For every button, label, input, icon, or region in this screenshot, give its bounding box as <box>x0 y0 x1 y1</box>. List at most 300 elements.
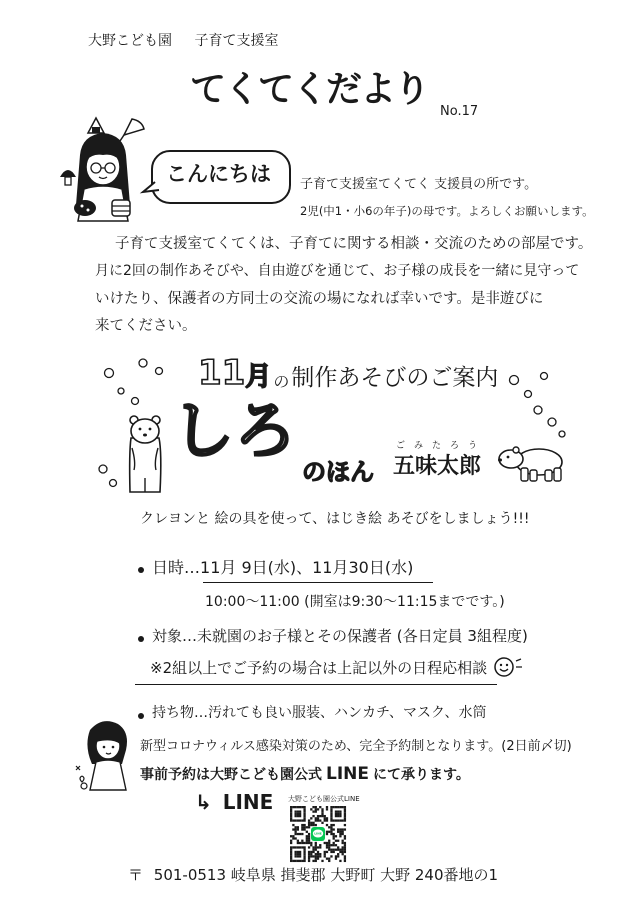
qr-module <box>290 817 292 819</box>
address <box>128 866 498 884</box>
qr-module <box>303 808 305 810</box>
qr-module <box>292 806 294 808</box>
target-row <box>152 627 528 645</box>
target-value: 未就園のお子様とその保護者 (各日定員 3組程度) <box>197 627 528 645</box>
event-month-unit: 月 <box>245 362 272 392</box>
qr-module <box>321 860 323 862</box>
qr-module <box>328 840 330 842</box>
qr-module <box>342 831 344 833</box>
qr-module <box>330 851 332 853</box>
qr-module <box>303 860 305 862</box>
bowl-dot <box>81 205 84 208</box>
bubble-dot <box>110 480 117 487</box>
datetime-row <box>152 558 413 577</box>
polar-bear-leg <box>530 470 537 481</box>
bubble-dot <box>156 368 163 375</box>
datetime-label: 日時… <box>152 558 201 577</box>
bubble-dot <box>525 391 532 398</box>
qr-module <box>290 858 292 860</box>
qr-module <box>317 819 319 821</box>
line-link <box>195 790 273 814</box>
qr-module <box>297 860 299 862</box>
qr-module <box>344 808 346 810</box>
qr-module <box>339 831 341 833</box>
qr-module <box>317 855 319 857</box>
qr-module <box>328 831 330 833</box>
bubble-dot <box>132 398 139 405</box>
qr-module <box>339 815 341 817</box>
qr-module <box>299 842 301 844</box>
onigiri-nori <box>92 127 100 133</box>
qr-module <box>330 849 332 851</box>
qr-module <box>337 853 339 855</box>
arrow-icon: ↳ <box>195 790 212 814</box>
qr-module <box>326 806 328 808</box>
qr-module <box>294 860 296 862</box>
qr-module <box>330 844 332 846</box>
qr-module <box>344 824 346 826</box>
qr-module <box>299 810 301 812</box>
bear-head <box>131 419 159 443</box>
qr-module <box>319 853 321 855</box>
qr-module <box>297 833 299 835</box>
qr-module <box>312 860 314 862</box>
qr-module <box>310 855 312 857</box>
qr-module <box>303 851 305 853</box>
qr-module <box>317 808 319 810</box>
qr-module <box>324 815 326 817</box>
event-month-number: 11 <box>198 353 246 393</box>
fan-shape <box>124 119 144 135</box>
bubble-dots-right <box>500 368 570 440</box>
qr-module <box>333 835 335 837</box>
qr-module <box>344 855 346 857</box>
qr-module <box>308 837 310 839</box>
qr-module <box>315 817 317 819</box>
qr-module <box>308 855 310 857</box>
qr-module <box>344 849 346 851</box>
qr-module <box>324 819 326 821</box>
qr-module <box>312 855 314 857</box>
bubble-dot <box>541 373 548 380</box>
datetime-underline <box>203 582 433 583</box>
qr-module <box>290 806 292 808</box>
qr-module <box>303 815 305 817</box>
greeting-line: 2児(中1・小6の年子)の母です。よろしくお願いします。 <box>300 204 594 218</box>
qr-module <box>301 824 303 826</box>
qr-module <box>330 815 332 817</box>
qr-module <box>315 824 317 826</box>
qr-module <box>337 806 339 808</box>
qr-module <box>324 851 326 853</box>
bowl-icon <box>74 200 96 216</box>
qr-module <box>321 822 323 824</box>
qr-module <box>308 840 310 842</box>
qr-module <box>315 844 317 846</box>
qr-module <box>339 813 341 815</box>
qr-module <box>312 849 314 851</box>
qr-module <box>339 851 341 853</box>
mushroom-icon <box>60 170 76 185</box>
qr-module <box>303 855 305 857</box>
qr-module <box>299 819 301 821</box>
qr-module <box>290 810 292 812</box>
qr-module <box>301 846 303 848</box>
qr-module <box>294 819 296 821</box>
qr-module <box>330 817 332 819</box>
qr-module <box>308 835 310 837</box>
polar-bear-leg <box>554 468 561 481</box>
smiley-eye <box>506 664 508 666</box>
qr-module <box>335 813 337 815</box>
qr-module <box>344 846 346 848</box>
qr-module <box>335 844 337 846</box>
qr-module <box>333 837 335 839</box>
qr-module <box>290 813 292 815</box>
qr-module <box>344 815 346 817</box>
qr-module <box>335 806 337 808</box>
qr-module <box>342 828 344 830</box>
qr-module <box>330 833 332 835</box>
qr-module <box>294 846 296 848</box>
qr-module <box>303 853 305 855</box>
qr-module <box>315 853 317 855</box>
qr-module <box>294 851 296 853</box>
bear-eye <box>149 428 152 431</box>
datetime-value: 11月 9日(水)、11月30日(水) <box>200 558 414 577</box>
reservation-prefix: 事前予約は大野こども園公式 <box>140 767 322 783</box>
qr-module <box>303 810 305 812</box>
qr-module <box>333 833 335 835</box>
qr-module <box>301 826 303 828</box>
qr-module <box>294 810 296 812</box>
polar-bear-icon <box>497 440 565 484</box>
qr-module <box>290 846 292 848</box>
qr-module <box>294 853 296 855</box>
qr-module <box>326 858 328 860</box>
qr-module <box>301 819 303 821</box>
qr-module <box>299 815 301 817</box>
qr-module <box>319 846 321 848</box>
reservation-line <box>140 764 470 784</box>
qr-module <box>292 860 294 862</box>
smiley-mark <box>516 659 522 667</box>
qr-module <box>310 842 312 844</box>
qr-module <box>342 840 344 842</box>
reservation-suffix: にて承ります。 <box>373 767 470 783</box>
qr-module <box>330 824 332 826</box>
author-reading: ごみたろう <box>396 441 487 451</box>
fan-handle <box>120 135 124 141</box>
note-underline <box>135 684 497 685</box>
qr-module <box>303 842 305 844</box>
qr-module <box>333 842 335 844</box>
line-logo-text: LINE <box>314 831 322 836</box>
polar-bear-ear <box>513 447 519 453</box>
small-girl-body <box>90 760 126 790</box>
qr-module <box>315 860 317 862</box>
qr-module <box>315 842 317 844</box>
qr-module <box>333 849 335 851</box>
qr-module <box>330 831 332 833</box>
qr-module <box>299 851 301 853</box>
qr-module <box>342 819 344 821</box>
polar-bear-leg <box>521 468 528 481</box>
qr-module <box>315 849 317 851</box>
bubble-dot <box>105 369 114 378</box>
qr-module <box>344 835 346 837</box>
qr-module <box>297 813 299 815</box>
qr-module <box>310 853 312 855</box>
qr-module <box>310 822 312 824</box>
qr-module <box>310 817 312 819</box>
qr-module <box>294 815 296 817</box>
qr-module <box>344 828 346 830</box>
qr-caption: 大野こども園公式LINE <box>288 795 360 803</box>
qr-module <box>292 846 294 848</box>
qr-module <box>308 851 310 853</box>
qr-module <box>299 853 301 855</box>
qr-module <box>301 833 303 835</box>
qr-module <box>319 806 321 808</box>
event-heading <box>198 353 499 393</box>
qr-module <box>308 819 310 821</box>
qr-module <box>330 819 332 821</box>
qr-module <box>303 849 305 851</box>
qr-module <box>301 840 303 842</box>
qr-module <box>308 822 310 824</box>
qr-module <box>308 833 310 835</box>
qr-module <box>294 855 296 857</box>
qr-module <box>335 810 337 812</box>
bubble-dot <box>548 418 556 426</box>
smiley-icon <box>493 655 523 679</box>
qr-module <box>294 813 296 815</box>
qr-module <box>290 835 292 837</box>
qr-module <box>342 851 344 853</box>
qr-module <box>339 849 341 851</box>
qr-module <box>294 833 296 835</box>
bubble-dot <box>118 388 124 394</box>
qr-module <box>344 817 346 819</box>
qr-module <box>312 851 314 853</box>
qr-module <box>303 826 305 828</box>
time-detail: 10:00～11:00 (開室は9:30～11:15までです。) <box>205 594 505 610</box>
qr-module <box>326 842 328 844</box>
qr-module <box>342 842 344 844</box>
onigiri-icon <box>88 118 104 133</box>
qr-module <box>292 837 294 839</box>
qr-module <box>297 853 299 855</box>
qr-module <box>301 842 303 844</box>
qr-module <box>297 840 299 842</box>
qr-module <box>337 810 339 812</box>
qr-module <box>319 819 321 821</box>
qr-module <box>335 849 337 851</box>
qr-module <box>310 851 312 853</box>
postal-mark: 〒 <box>128 866 144 884</box>
qr-module <box>299 846 301 848</box>
polar-bear-nose <box>498 458 502 461</box>
qr-module <box>337 840 339 842</box>
qr-module <box>312 822 314 824</box>
qr-module <box>319 844 321 846</box>
qr-module <box>294 828 296 830</box>
qr-module <box>344 842 346 844</box>
qr-module <box>339 835 341 837</box>
qr-module <box>303 824 305 826</box>
small-girl-eye <box>112 746 115 749</box>
line-logo-icon <box>311 827 325 841</box>
sparkle-icon <box>76 766 84 782</box>
items-label: 持ち物… <box>152 705 208 721</box>
bubble-dot <box>99 465 107 473</box>
qr-module <box>303 828 305 830</box>
small-girl-eye <box>103 746 106 749</box>
qr-module <box>344 860 346 862</box>
reservation-line-word: LINE <box>326 764 369 784</box>
qr-module <box>297 819 299 821</box>
qr-module <box>303 846 305 848</box>
qr-module <box>301 860 303 862</box>
qr-module <box>292 824 294 826</box>
bowl-dot <box>87 209 90 212</box>
polar-bear-head <box>499 450 523 468</box>
qr-module <box>290 849 292 851</box>
qr-module <box>326 833 328 835</box>
flower-icon <box>81 783 87 789</box>
qr-module <box>308 858 310 860</box>
qr-module <box>344 851 346 853</box>
smiley-eye <box>500 664 502 666</box>
qr-module <box>324 855 326 857</box>
qr-module <box>308 842 310 844</box>
qr-module <box>315 846 317 848</box>
qr-module <box>335 819 337 821</box>
qr-module <box>294 806 296 808</box>
qr-module <box>333 806 335 808</box>
qr-module <box>324 817 326 819</box>
qr-module <box>330 855 332 857</box>
qr-module <box>308 846 310 848</box>
qr-module <box>315 858 317 860</box>
bullet-dot <box>138 567 144 573</box>
qr-module <box>339 860 341 862</box>
event-particle: の <box>273 372 290 391</box>
items-row <box>152 705 486 722</box>
qr-module <box>301 828 303 830</box>
qr-module <box>339 810 341 812</box>
qr-module <box>306 826 308 828</box>
qr-module <box>342 849 344 851</box>
qr-module <box>297 806 299 808</box>
qr-module <box>330 826 332 828</box>
bear-eye <box>139 428 142 431</box>
smiley-face <box>495 658 513 676</box>
qr-module <box>303 858 305 860</box>
qr-module <box>335 835 337 837</box>
qr-module <box>333 824 335 826</box>
qr-module <box>344 837 346 839</box>
room-name: 子育て支援室 <box>194 33 279 49</box>
qr-module <box>317 858 319 860</box>
qr-module <box>328 826 330 828</box>
qr-module <box>324 853 326 855</box>
items-value: 汚れても良い服装、ハンカチ、マスク、水筒 <box>208 705 487 721</box>
qr-module <box>337 828 339 830</box>
qr-module <box>326 824 328 826</box>
polar-bear-eye <box>507 456 510 459</box>
qr-module <box>337 831 339 833</box>
qr-module <box>290 851 292 853</box>
qr-module <box>330 810 332 812</box>
girl-illustration <box>58 113 148 225</box>
bear-nose <box>143 434 147 437</box>
qr-module <box>321 808 323 810</box>
qr-module <box>308 826 310 828</box>
qr-module <box>297 815 299 817</box>
qr-module <box>326 851 328 853</box>
intro-line: 月に2回の制作あそびや、自由遊びを通じて、お子様の成長を一緒に見守って <box>95 263 580 279</box>
qr-module <box>315 855 317 857</box>
qr-module <box>306 831 308 833</box>
qr-module <box>306 842 308 844</box>
qr-module <box>315 808 317 810</box>
qr-module <box>333 819 335 821</box>
qr-module <box>308 824 310 826</box>
bubble-dot <box>534 406 542 414</box>
qr-module <box>315 810 317 812</box>
qr-module <box>342 846 344 848</box>
qr-module <box>290 840 292 842</box>
qr-module <box>337 846 339 848</box>
qr-module <box>290 808 292 810</box>
qr-module <box>297 842 299 844</box>
qr-module <box>321 815 323 817</box>
qr-module <box>342 806 344 808</box>
qr-module <box>297 826 299 828</box>
qr-module <box>326 817 328 819</box>
qr-module <box>292 835 294 837</box>
qr-module <box>321 810 323 812</box>
qr-module <box>310 844 312 846</box>
intro-line: いけたり、保護者の方同士の交流の場になれば幸いです。是非遊びに <box>95 291 544 307</box>
qr-module <box>342 853 344 855</box>
qr-module <box>330 806 332 808</box>
qr-module <box>297 846 299 848</box>
qr-module <box>310 808 312 810</box>
qr-module <box>306 835 308 837</box>
polar-bear-leg <box>545 470 552 481</box>
qr-module <box>299 833 301 835</box>
mushroom-cap <box>60 170 76 177</box>
qr-module <box>292 819 294 821</box>
intro-line: 子育て支援室てくてくは、子育てに関する相談・交流のための部屋です。 <box>115 236 593 252</box>
qr-module <box>290 815 292 817</box>
address-text: 501-0513 岐阜県 揖斐郡 大野町 大野 240番地の1 <box>153 866 499 884</box>
qr-module <box>299 855 301 857</box>
qr-module <box>290 853 292 855</box>
qr-module <box>310 824 312 826</box>
qr-module <box>326 844 328 846</box>
qr-module <box>299 806 301 808</box>
qr-module <box>306 837 308 839</box>
qr-module <box>294 837 296 839</box>
qr-module <box>294 826 296 828</box>
girl-small-illustration <box>72 716 140 794</box>
mushroom-stem <box>65 177 71 185</box>
org-name: 大野こども園 <box>88 33 172 49</box>
